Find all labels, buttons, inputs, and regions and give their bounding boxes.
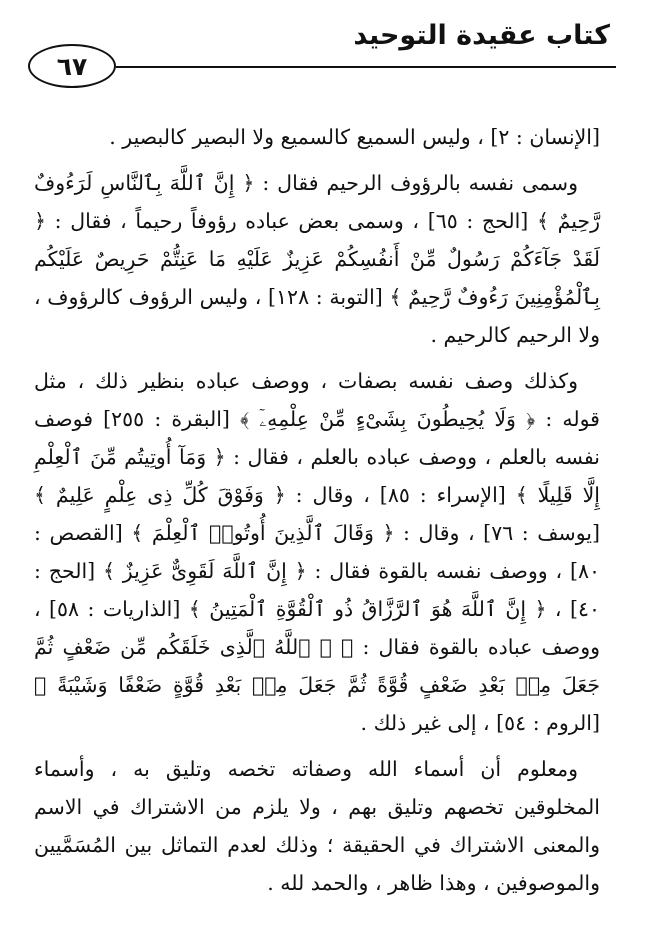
paragraph-3: وكذلك وصف نفسه بصفات ، ووصف عباده بنظير ذلك ، مثل قوله : ﴿ وَلَا يُحِيطُونَ بِشَىْءٍ مِّنْ عِلْمِهِۦٓ ﴾ [البقرة : ٢٥٥] فوصف نفسه بالعلم ، ووصف عباده بالعلم ، فقال : ﴿ وَمَآ أُوتِيتُم مِّنَ ٱلْعِلْمِ إِلَّا قَلِيلًا ﴾ [الإسراء : ٨٥] ، وقال : ﴿ وَفَوْقَ كُلِّ ذِى عِلْمٍ عَلِيمٌ ﴾ [يوسف : ٧٦] ، وقال : ﴿ وَقَالَ ٱلَّذِينَ أُوتُوا۟ ٱلْعِلْمَ ﴾ [القصص : ٨٠] ، ووصف نفسه بالقوة فقال : ﴿ إِنَّ ٱللَّهَ لَقَوِىٌّ عَزِيزٌ ﴾ [الحج : ٤٠] ، ﴿ إِنَّ ٱللَّهَ هُوَ ٱلرَّزَّاقُ ذُو ٱلْقُوَّةِ ٱلْمَتِينُ ﴾ [الذاريات : ٥٨] ، ووصف عباده بالقوة فقال : ﴿ ۞ ٱللَّهُ ٱلَّذِى خَلَقَكُم مِّن ضَعْفٍ ثُمَّ جَعَلَ مِنۢ بَعْدِ ضَعْفٍ قُوَّةً ثُمَّ جَعَلَ مِنۢ بَعْدِ قُوَّةٍ ضَعْفًا وَشَيْبَةً ﴾ [الروم : ٥٤] ، إلى غير ذلك . <box>34 369 600 735</box>
page-body <box>34 118 600 910</box>
page-number: ٦٧ <box>56 51 88 81</box>
page-number-oval <box>28 44 116 88</box>
paragraph-2: وسمى نفسه بالرؤوف الرحيم فقال : ﴿ إِنَّ ٱللَّهَ بِٱلنَّاسِ لَرَءُوفٌ رَّحِيمٌ ﴾ [الحج : ٦٥] ، وسمى بعض عباده رؤوفاً رحيماً ، فقال : ﴿ لَقَدْ جَآءَكُمْ رَسُولٌ مِّنْ أَنفُسِكُمْ عَزِيزٌ عَلَيْهِ مَا عَنِتُّمْ حَرِيصٌ عَلَيْكُم بِٱلْمُؤْمِنِينَ رَءُوفٌ رَّحِيمٌ ﴾ [التوبة : ١٢٨] ، وليس الرؤوف كالرؤوف ، ولا الرحيم كالرحيم . <box>34 171 600 347</box>
paragraph-1: [الإنسان : ٢] ، وليس السميع كالسميع ولا البصير كالبصير . <box>109 125 600 149</box>
header-rule <box>116 66 616 68</box>
page-header <box>0 0 650 110</box>
book-title: كتاب عقيدة التوحيد <box>353 20 610 51</box>
paragraph-4: ومعلوم أن أسماء الله وصفاته تخصه وتليق به ، وأسماء المخلوقين تخصهم وتليق بهم ، ولا يلزم من الاشتراك في الاسم والمعنى الاشتراك في الحقيقة ؛ وذلك لعدم التماثل بين المُسَمَّيين والموصوفين ، وهذا ظاهر ، والحمد لله . <box>34 757 600 895</box>
